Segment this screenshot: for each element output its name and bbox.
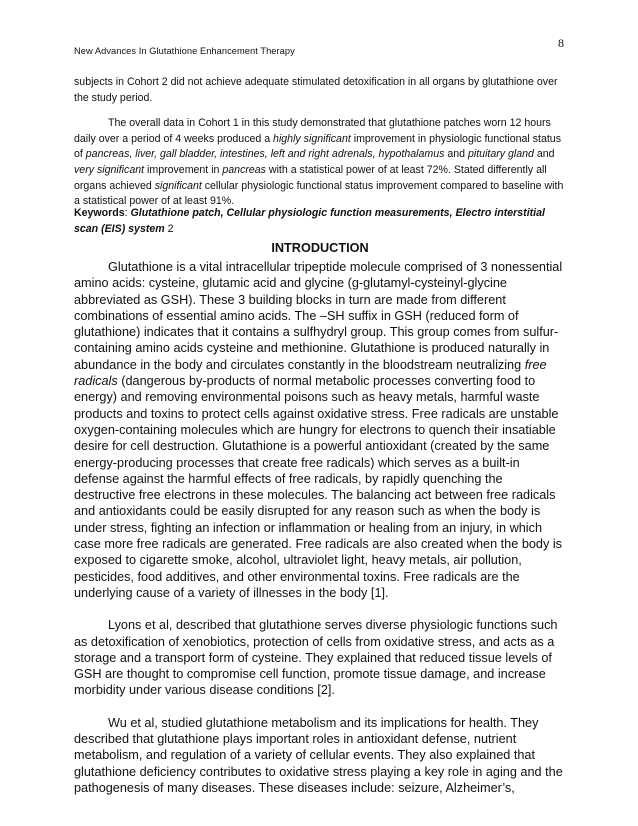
keywords-ref: 2: [164, 222, 174, 235]
abstract-paragraph-2: The overall data in Cohort 1 in this study demonstrated that glutathione patches worn 12 hours daily over a period of 4 weeks produced a highly significant improvement in physiologic functional status of pancreas, liver, gall bladder, intestines, left and right adrenals, hypothalamus and pituitary gland and very significant improvement in pancreas with a statistical power of at least 72%. Stated differently all organs achieved significant cellular physiologic functional status improvement compared to baseline with a statistical power of at least 91%.: [74, 117, 564, 208]
intro-paragraph-3: Wu et al, studied glutathione metabolism and its implications for health. They described that glutathione plays important roles in antioxidant defense, nutrient metabolism, and regulation of a variety of cellular events. They also explained that glutathione deficiency contributes to oxidative stress playing a key role in aging and the pathogenesis of many diseases. These diseases include: seizure, Alzheimer’s,: [74, 715, 563, 795]
keywords-line: Keywords: Glutathione patch, Cellular physiologic function measurements, Electro interstitial scan (EIS) system 2: [74, 207, 545, 235]
abstract-paragraph-1: subjects in Cohort 2 did not achieve adequate stimulated detoxification in all organs by glutathione over the study period.: [74, 76, 558, 104]
section-heading-introduction: INTRODUCTION: [271, 241, 369, 255]
intro-paragraph-1: Glutathione is a vital intracellular tripeptide molecule comprised of 3 nonessential amino acids: cysteine, glutamic acid and glycine (g-glutamyl-cysteinyl-glycine abbreviated as GSH). These 3 building blocks in turn are made from different combinations of essential amino acids. The –SH suffix in GSH (reduced form of glutathione) indicates that it contains a sulfhydryl group. This group comes from sulfur-containing amino acids cysteine and methionine. Glutathione is produced naturally in abundance in the body and circulates constantly in the bloodstream neutralizing free radicals (dangerous by-products of normal metabolic processes converting food to energy) and removing environmental poisons such as heavy metals, harmful waste products and toxins to protect cells against oxidative stress. Free radicals are unstable oxygen-containing molecules which are hungry for electrons to quench their insatiable desire for cell destruction. Glutathione is a powerful antioxidant (created by the same energy-producing processes that create free radicals) which serves as a built-in defense against the harmful effects of free radicals, by rapidly quenching the destructive free electrons in these molecules. The balancing act between free radicals and antioxidants could be easily disrupted for any reason such as when the body is under stress, fighting an infection or inflammation or healing from an injury, in which case more free radicals are generated. Free radicals are also created when the body is exposed to cigarette smoke, alcohol, ultraviolet light, heavy metals, air pollution, pesticides, food additives, and other environmental toxins. Free radicals are the underlying cause of a variety of illnesses in the body [1].: [74, 260, 563, 600]
introduction-section: [74, 259, 566, 796]
page-number: 8: [558, 36, 564, 50]
keywords-section: [74, 206, 566, 238]
keywords-label: Keywords: [74, 207, 125, 219]
abstract-section: [74, 75, 566, 210]
intro-paragraph-2: Lyons et al, described that glutathione serves diverse physiologic functions such as detoxification of xenobiotics, protection of cells from oxidative stress, and acts as a storage and a transport form of cysteine. They explained that reduced tissue levels of GSH are thought to compromise cell function, promote tissue damage, and increase morbidity under various disease conditions [2].: [74, 618, 558, 698]
keywords-terms: Glutathione patch, Cellular physiologic function measurements, Electro interstitial scan (EIS) system: [74, 207, 545, 235]
running-header: New Advances In Glutathione Enhancement Therapy: [74, 46, 295, 56]
